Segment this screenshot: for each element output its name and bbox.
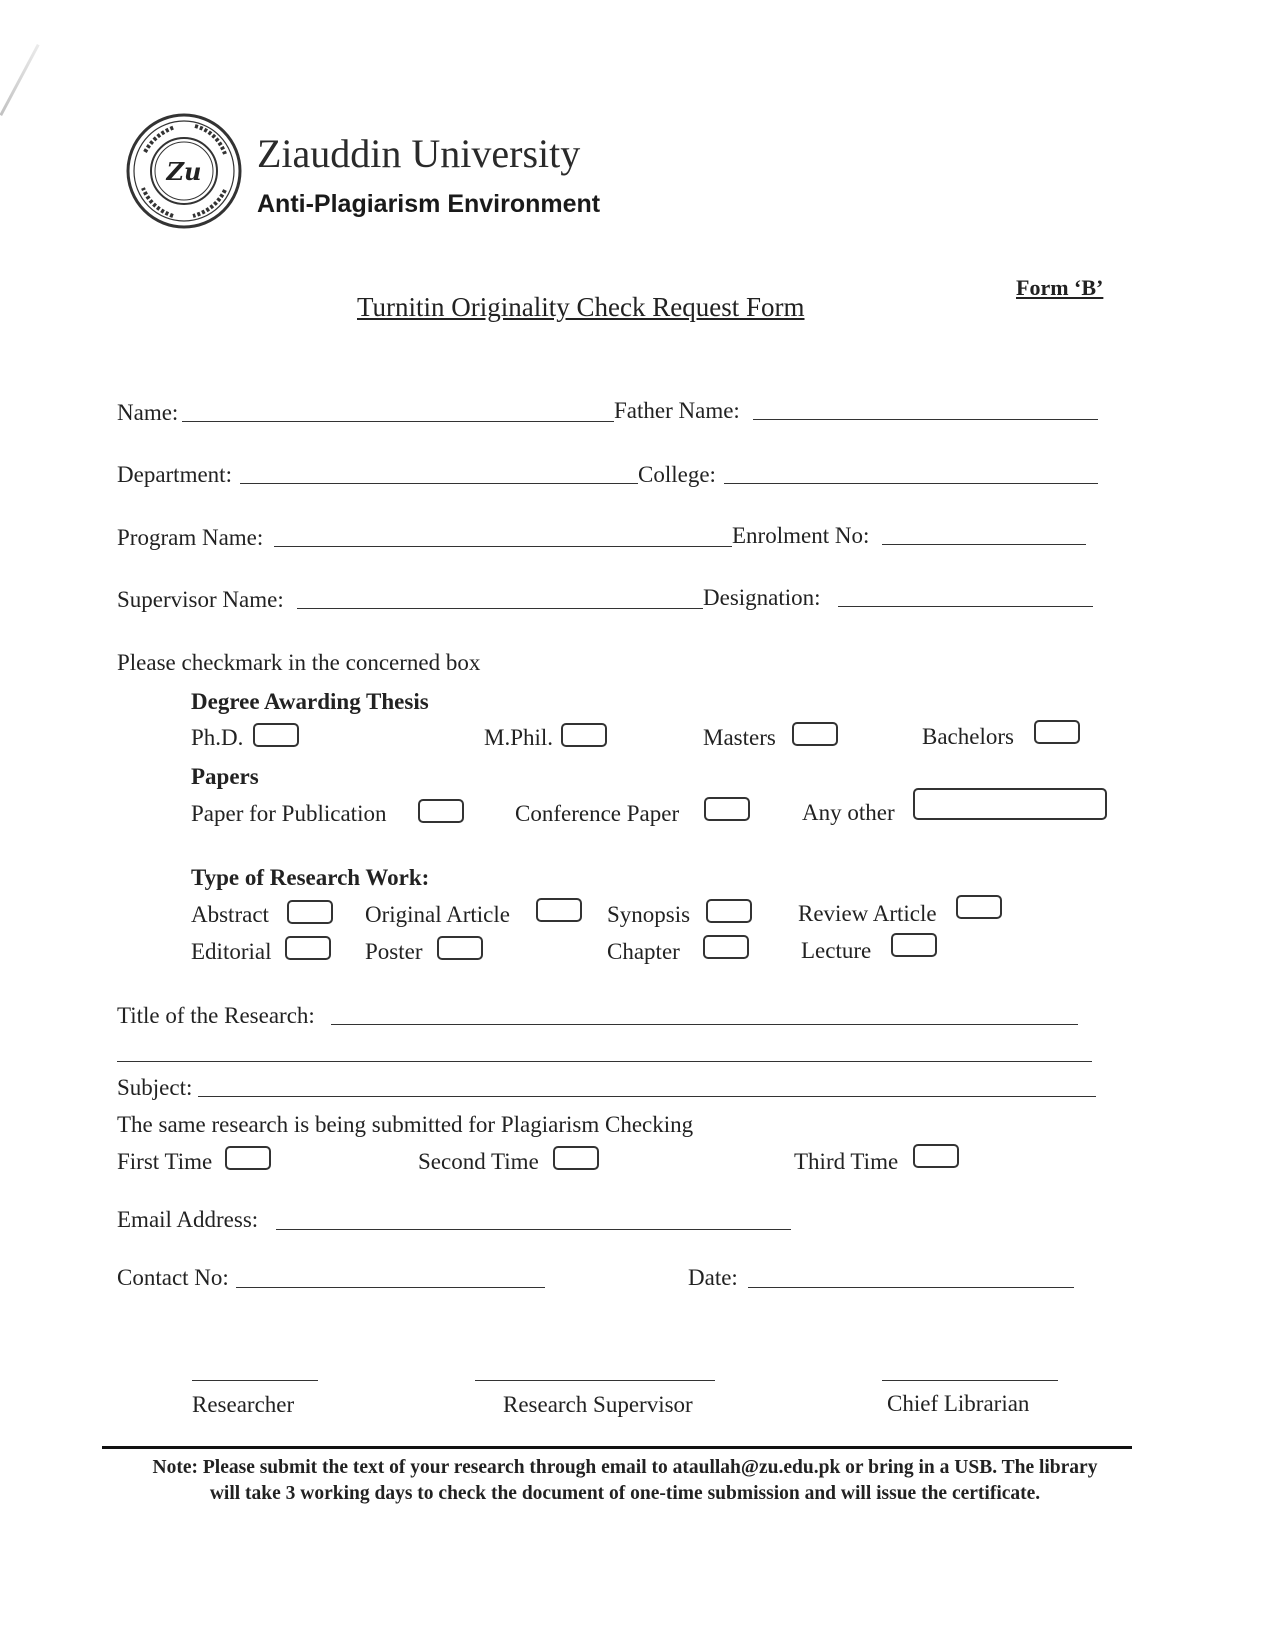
note-divider xyxy=(102,1446,1132,1449)
subject-field[interactable] xyxy=(198,1096,1096,1097)
synopsis-label: Synopsis xyxy=(607,902,691,927)
second-time-label: Second Time xyxy=(418,1149,539,1174)
research-type-heading: Type of Research Work: xyxy=(191,865,430,890)
name-label: Name: xyxy=(117,400,179,425)
conference-checkbox[interactable] xyxy=(704,797,750,821)
chapter-checkbox[interactable] xyxy=(703,935,749,959)
designation-field[interactable] xyxy=(838,606,1093,607)
enrolment-no-label: Enrolment No: xyxy=(732,523,870,548)
publication-checkbox[interactable] xyxy=(418,799,464,823)
chapter-label: Chapter xyxy=(607,939,680,964)
masters-label: Masters xyxy=(703,725,776,750)
poster-checkbox[interactable] xyxy=(437,936,483,960)
subject-label: Subject: xyxy=(117,1075,193,1100)
synopsis-checkbox[interactable] xyxy=(706,899,752,923)
lecture-checkbox[interactable] xyxy=(891,933,937,957)
bachelors-label: Bachelors xyxy=(922,724,1014,749)
father-name-label: Father Name: xyxy=(614,398,740,423)
university-name: Ziauddin University xyxy=(257,131,581,176)
college-label: College: xyxy=(638,462,716,487)
date-field[interactable] xyxy=(748,1287,1074,1288)
email-label: Email Address: xyxy=(117,1207,259,1232)
third-time-checkbox[interactable] xyxy=(913,1144,959,1168)
contact-field[interactable] xyxy=(236,1287,545,1288)
editorial-checkbox[interactable] xyxy=(285,936,331,960)
review-article-checkbox[interactable] xyxy=(956,895,1002,919)
submission-statement: The same research is being submitted for Plagiarism Checking xyxy=(117,1112,694,1137)
scan-mark xyxy=(0,44,40,116)
designation-label: Designation: xyxy=(703,585,821,610)
college-field[interactable] xyxy=(724,483,1098,484)
degree-heading: Degree Awarding Thesis xyxy=(191,689,429,714)
any-other-label: Any other xyxy=(802,800,895,825)
poster-label: Poster xyxy=(365,939,423,964)
research-title-field-line2[interactable] xyxy=(117,1061,1092,1062)
note-line-1: Note: Please submit the text of your research through email to ataullah@zu.edu.pk or bring in a USB. The library xyxy=(152,1457,1098,1478)
supervisor-name-field[interactable] xyxy=(297,608,703,609)
checkmark-instruction: Please checkmark in the concerned box xyxy=(117,650,481,675)
department-subtitle: Anti-Plagiarism Environment xyxy=(257,190,601,218)
supervisor-label: Research Supervisor xyxy=(503,1392,693,1417)
supervisor-name-label: Supervisor Name: xyxy=(117,587,284,612)
researcher-signature-line[interactable] xyxy=(192,1380,318,1381)
program-name-label: Program Name: xyxy=(117,525,264,550)
phd-checkbox[interactable] xyxy=(253,723,299,747)
email-field[interactable] xyxy=(276,1229,791,1230)
name-field[interactable] xyxy=(182,421,614,422)
researcher-label: Researcher xyxy=(192,1392,295,1417)
enrolment-no-field[interactable] xyxy=(882,544,1086,545)
original-article-checkbox[interactable] xyxy=(536,898,582,922)
form-code: Form ‘B’ xyxy=(1016,275,1104,300)
first-time-checkbox[interactable] xyxy=(225,1146,271,1170)
abstract-label: Abstract xyxy=(191,902,269,927)
publication-label: Paper for Publication xyxy=(191,801,387,826)
university-seal-logo xyxy=(125,112,243,230)
bachelors-checkbox[interactable] xyxy=(1034,720,1080,744)
review-article-label: Review Article xyxy=(798,901,937,926)
third-time-label: Third Time xyxy=(794,1149,899,1174)
abstract-checkbox[interactable] xyxy=(287,900,333,924)
department-field[interactable] xyxy=(240,483,638,484)
phd-label: Ph.D. xyxy=(191,725,244,750)
program-name-field[interactable] xyxy=(274,546,732,547)
supervisor-signature-line[interactable] xyxy=(475,1380,715,1381)
contact-label: Contact No: xyxy=(117,1265,229,1290)
logo-monogram: Zu xyxy=(166,157,202,186)
original-article-label: Original Article xyxy=(365,902,510,927)
mphil-checkbox[interactable] xyxy=(561,723,607,747)
research-title-label: Title of the Research: xyxy=(117,1003,315,1028)
department-label: Department: xyxy=(117,462,232,487)
second-time-checkbox[interactable] xyxy=(553,1146,599,1170)
lecture-label: Lecture xyxy=(801,938,872,963)
librarian-signature-line[interactable] xyxy=(882,1380,1058,1381)
any-other-field[interactable] xyxy=(913,788,1107,820)
mphil-label: M.Phil. xyxy=(484,725,554,750)
first-time-label: First Time xyxy=(117,1149,213,1174)
date-label: Date: xyxy=(688,1265,738,1290)
conference-label: Conference Paper xyxy=(515,801,680,826)
librarian-label: Chief Librarian xyxy=(887,1391,1030,1416)
form-title: Turnitin Originality Check Request Form xyxy=(357,292,805,322)
masters-checkbox[interactable] xyxy=(792,722,838,746)
editorial-label: Editorial xyxy=(191,939,272,964)
father-name-field[interactable] xyxy=(753,419,1098,420)
note-line-2: will take 3 working days to check the document of one-time submission and will issue the certificate. xyxy=(209,1483,1041,1504)
submission-note xyxy=(105,1455,1145,1507)
papers-heading: Papers xyxy=(191,764,259,789)
research-title-field[interactable] xyxy=(331,1024,1078,1025)
